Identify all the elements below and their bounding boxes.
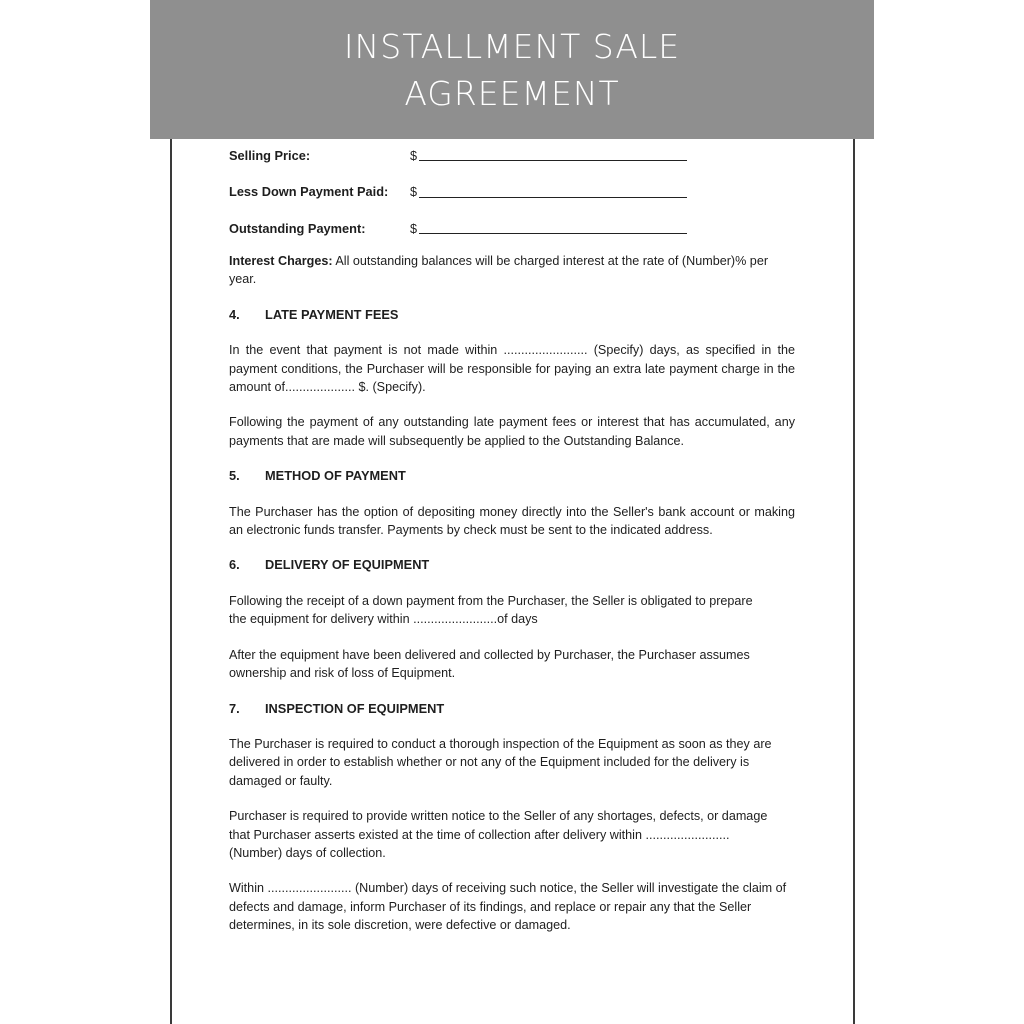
title-banner: [150, 0, 874, 139]
currency-symbol: $: [410, 221, 418, 236]
section-number: 5.: [229, 468, 240, 484]
section-title: LATE PAYMENT FEES: [265, 306, 399, 322]
section-heading-inspection-of-equipment: [229, 700, 795, 718]
field-down-payment: [229, 165, 795, 202]
section-paragraph: The Purchaser has the option of depositing money directly into the Seller's bank account or making an electronic funds transfer. Payments by check must be sent to the indicated address.: [229, 504, 795, 538]
payment-fields: [229, 145, 795, 238]
section-title: INSPECTION OF EQUIPMENT: [265, 700, 445, 716]
section-paragraph: In the event that payment is not made within ........................ (Specify) days, as specified in the payment conditions, the Purchaser will be responsible for paying an extra late payment charge in the amount of.................... $. (Specify).: [229, 343, 795, 395]
field-label: Selling Price:: [229, 147, 311, 163]
section-heading-method-of-payment: [229, 467, 795, 485]
field-selling-price: [229, 145, 795, 165]
selling-price-blank[interactable]: [419, 148, 687, 161]
section-number: 4.: [229, 306, 240, 322]
section-heading-delivery-of-equipment: [229, 556, 795, 574]
banner-title-line-1: INSTALLMENT SALE: [343, 26, 681, 66]
field-label: Less Down Payment Paid:: [229, 184, 389, 200]
section-paragraph: Purchaser is required to provide written notice to the Seller of any shortages, defects, or damage that Purchaser asserts existed at the time of collection after delivery within ........................ (Number) days of collection.: [229, 809, 768, 860]
field-outstanding-payment: [229, 202, 795, 239]
interest-label: Interest Charges:: [229, 254, 333, 268]
section-title: DELIVERY OF EQUIPMENT: [265, 557, 430, 573]
section-number: 6.: [229, 557, 240, 573]
section-number: 7.: [229, 700, 240, 716]
field-label: Outstanding Payment:: [229, 220, 366, 236]
document-content: [229, 145, 795, 935]
currency-symbol: $: [410, 148, 418, 163]
banner-title-line-2: AGREEMENT: [404, 73, 620, 113]
section-heading-late-payment-fees: [229, 306, 795, 324]
section-paragraph: Following the receipt of a down payment from the Purchaser, the Seller is obligated to prepare the equipment for delivery within ........................of days: [229, 593, 753, 627]
section-paragraph: Within ........................ (Number) days of receiving such notice, the Seller will investigate the claim of defects and damage, inform Purchaser of its findings, and replace or repair any that the Seller determines, in its sole discretion, were defective or damaged.: [229, 881, 787, 933]
interest-text: All outstanding balances will be charged interest at the rate of (Number)% per year.: [229, 254, 769, 287]
down-payment-blank[interactable]: [419, 185, 687, 198]
interest-charges-paragraph: [229, 252, 795, 289]
outstanding-payment-blank[interactable]: [419, 221, 687, 234]
section-paragraph: The Purchaser is required to conduct a thorough inspection of the Equipment as soon as they are delivered in order to establish whether or not any of the Equipment included for the delivery is damaged or faulty.: [229, 736, 772, 788]
section-paragraph: After the equipment have been delivered and collected by Purchaser, the Purchaser assumes ownership and risk of loss of Equipment.: [229, 647, 750, 681]
section-paragraph: Following the payment of any outstanding late payment fees or interest that has accumulated, any payments that are made will subsequently be applied to the Outstanding Balance.: [229, 415, 795, 448]
currency-symbol: $: [410, 185, 418, 200]
section-title: METHOD OF PAYMENT: [265, 468, 406, 484]
